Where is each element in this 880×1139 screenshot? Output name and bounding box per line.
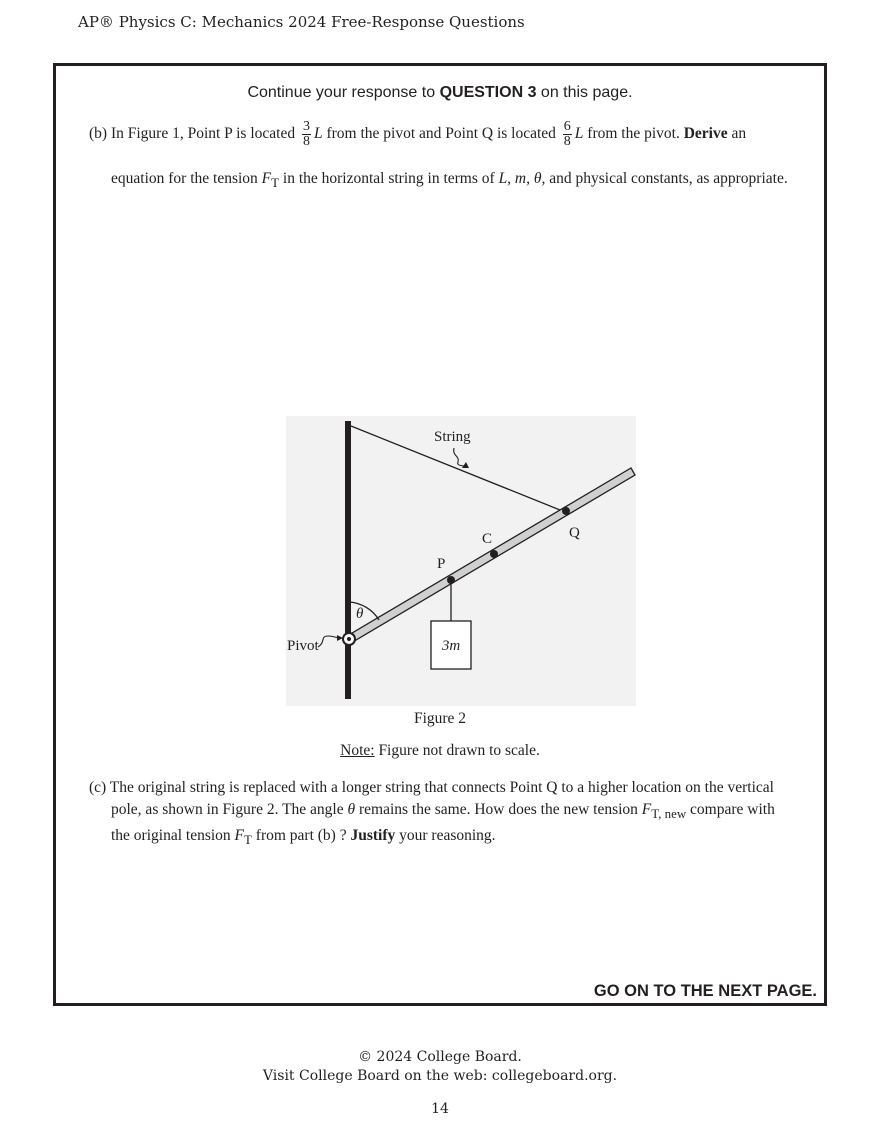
part-c-line-2: pole, as shown in Figure 2. The angle θ remains the same. How does the new tension $F_{T, new}$ compare with (111, 801, 775, 822)
footer-visit: Visit College Board on the web: collegeboard.org. (262, 1068, 618, 1084)
vertical-pole (345, 421, 351, 699)
point-q-dot (562, 507, 570, 515)
figure-note: Note: Figure not drawn to scale. (340, 742, 540, 759)
pivot-label: Pivot (287, 638, 319, 654)
pivot-center (347, 637, 351, 641)
figure-2-diagram (286, 416, 636, 706)
part-b-line-2: equation for the tension $F_T$ in the horizontal string in terms of L, m, θ, and physical constants, as appropriate. (111, 170, 788, 191)
part-c-line-3: the original tension $F_T$ from part (b) ? Justify your reasoning. (111, 827, 496, 848)
point-q-label: Q (569, 525, 580, 541)
continue-banner: Continue your response to QUESTION 3 on this page. (247, 84, 633, 101)
point-c-dot (490, 550, 498, 558)
point-p-label: P (437, 556, 446, 572)
fraction-six-eighths: $\frac{6}{8}$ (563, 119, 571, 149)
mass-label: 3m (441, 638, 461, 654)
page-number: 14 (431, 1101, 449, 1117)
question-number: QUESTION 3 (439, 84, 537, 101)
fraction-three-eighths: $\frac{3}{8}$ (302, 119, 310, 149)
footer-copyright: © 2024 College Board. (358, 1049, 522, 1065)
response-frame (53, 63, 827, 1006)
page-header: AP® Physics C: Mechanics 2024 Free-Response Questions (78, 13, 525, 31)
part-c-text: (c) The original string is replaced with a longer string that connects Point Q to a higher location on the vertical pole, as shown in Figure 2. The angle θ remains the same. How does the new tension $F_{T, new}$ compare with the original tension $F_T$ from part (b) ? Justify your reasoning. (89, 777, 809, 851)
part-b-line-1: (b) In Figure 1, Point P is located $\frac{3}{8}$ L from the pivot and Point Q is located $\frac{6}{8}$ L from the pivot. Derive an (89, 119, 747, 149)
theta-label: θ (356, 606, 364, 622)
string-label: String (434, 429, 471, 445)
point-c-label: C (482, 531, 493, 547)
figure-caption: Figure 2 (413, 710, 467, 727)
go-on-notice: GO ON TO THE NEXT PAGE. (593, 982, 817, 1000)
